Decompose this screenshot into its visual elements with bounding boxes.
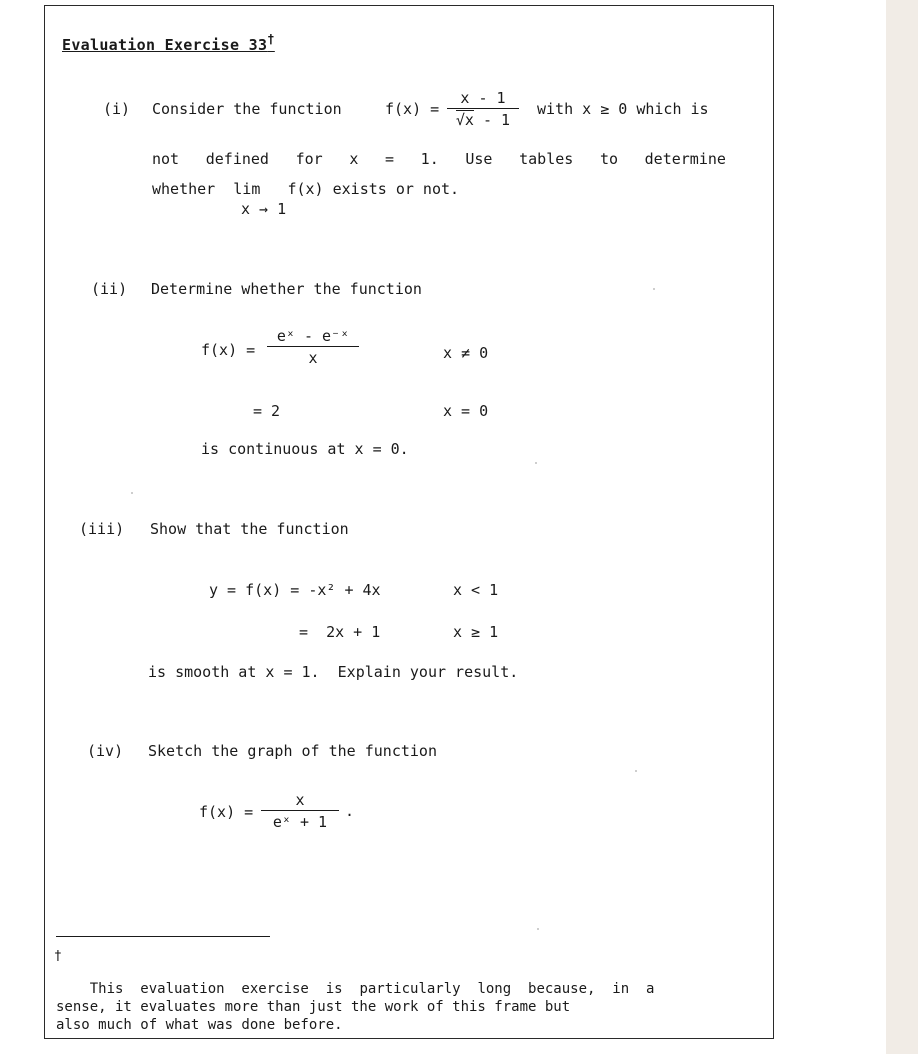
q1-line2-word: Use: [465, 150, 493, 168]
scan-speck: [653, 288, 655, 290]
q1-line2-word: tables: [519, 150, 574, 168]
exercise-title-text: Evaluation Exercise 33: [62, 36, 268, 54]
q2-condition-1: x ≠ 0: [443, 344, 489, 362]
q1-den-rest: - 1: [473, 111, 511, 129]
q2-denominator: x: [308, 349, 318, 367]
scan-speck: [535, 462, 537, 464]
q3-intro: Show that the function: [150, 520, 349, 538]
q4-fraction: [261, 791, 339, 831]
q4-fx: f(x) =: [199, 803, 254, 821]
q3-line-2: = 2x + 1: [299, 623, 381, 641]
q2-conclusion: is continuous at x = 0.: [201, 440, 409, 458]
footnote-rule: [56, 936, 270, 937]
q2-numerator: eˣ - e⁻ˣ: [267, 327, 359, 347]
q4-numerator: x: [261, 791, 339, 811]
q1-line2-word: x: [349, 150, 359, 168]
q1-numerator: x - 1: [447, 89, 519, 109]
q1-line3: whether lim f(x) exists or not.: [152, 180, 460, 198]
footnote-text: This evaluation exercise is particularly long because, in a sense, it evaluates more than just the work of this frame but also much of what was done before.: [56, 981, 655, 1033]
q3-label: (iii): [79, 520, 125, 538]
q4-period: .: [345, 802, 355, 820]
q1-line2-word: for: [295, 150, 323, 168]
footnote-dagger: †: [54, 949, 62, 964]
document-page: [44, 5, 774, 1039]
q2-intro: Determine whether the function: [151, 280, 422, 298]
q1-label: (i): [103, 100, 131, 118]
q2-condition-2: x = 0: [443, 402, 489, 420]
q1-fraction: [447, 89, 519, 129]
q1-line2-word: defined: [205, 150, 269, 168]
exercise-title: [62, 32, 275, 54]
q2-fx: f(x) =: [201, 341, 256, 359]
q3-conclusion: is smooth at x = 1. Explain your result.: [148, 663, 519, 681]
q3-line-1: y = f(x) = -x² + 4x: [209, 581, 381, 599]
right-margin-strip: [886, 0, 918, 1054]
scan-speck: [537, 928, 539, 930]
q3-condition-1: x < 1: [453, 581, 499, 599]
q1-line2-word: not: [152, 150, 180, 168]
q1-denominator: [447, 109, 519, 129]
q1-line2-word: 1.: [420, 150, 439, 168]
q1-line2-word: determine: [644, 150, 726, 168]
footnote: [54, 949, 655, 1052]
q2-value-2: = 2: [253, 402, 281, 420]
q4-label: (iv): [87, 742, 124, 760]
q1-limit-subscript: x → 1: [241, 200, 287, 218]
q2-fraction: [267, 327, 359, 367]
scan-speck: [131, 492, 133, 494]
q1-line2: [152, 150, 726, 168]
q4-intro: Sketch the graph of the function: [148, 742, 437, 760]
q1-line2-word: to: [599, 150, 618, 168]
title-dagger: †: [267, 32, 275, 46]
q1-line2-word: =: [385, 150, 395, 168]
q1-fx: f(x) =: [385, 100, 440, 118]
q1-sqrt: √x: [455, 111, 474, 129]
q1-intro: Consider the function: [152, 100, 342, 118]
q1-condition: with x ≥ 0 which is: [537, 100, 709, 118]
q3-condition-2: x ≥ 1: [453, 623, 499, 641]
q2-label: (ii): [91, 280, 128, 298]
scan-speck: [635, 770, 637, 772]
q4-denominator: eˣ + 1: [272, 813, 328, 831]
